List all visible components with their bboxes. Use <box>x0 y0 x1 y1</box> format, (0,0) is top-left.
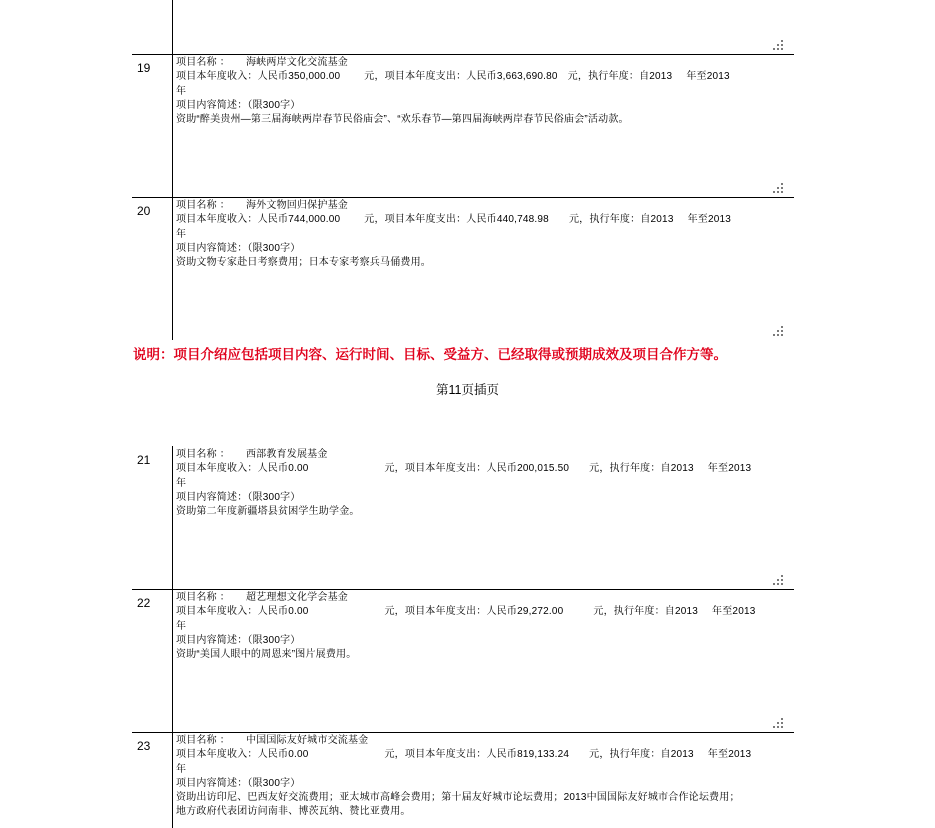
content-label: 项目内容简述：（限300字） <box>176 99 301 111</box>
resize-grip-icon[interactable] <box>773 326 784 336</box>
project-description: 资助出访印尼、巴西友好交流费用；亚太城市高峰会费用；第十届友好城市论坛费用；2013中国国际友好城市合作论坛费用； <box>176 792 740 804</box>
name-label: 项目名称 ： <box>176 449 230 460</box>
row-divider <box>132 732 794 733</box>
expense-label: 项目本年度支出：人民币 <box>404 463 518 475</box>
income-value: 744,000.00 <box>288 214 341 226</box>
year-end-label: 年 <box>176 228 187 240</box>
expense-value: 819,133.24 <box>517 749 570 761</box>
name-label: 项目名称 ： <box>176 200 230 211</box>
expense-value: 29,272.00 <box>517 606 564 618</box>
year-label: 元，执行年度：自2013 <box>593 606 699 618</box>
content-label: 项目内容简述：（限300字） <box>176 491 301 503</box>
project-name: 海外文物回归保护基金 <box>245 200 348 211</box>
row-divider <box>132 197 794 198</box>
income-label: 项目本年度收入：人民币 <box>176 749 289 761</box>
year-end-label: 年 <box>176 763 187 775</box>
project-description: 资助文物专家赴日考察费用；日本专家考察兵马俑费用。 <box>176 257 431 269</box>
income-label: 项目本年度收入：人民币 <box>176 214 289 226</box>
yuan-label: 元， <box>384 463 405 475</box>
project-description: 资助第二年度新疆塔县贫困学生助学金。 <box>176 506 360 518</box>
content-label: 项目内容简述：（限300字） <box>176 634 301 646</box>
project-number: 22 <box>137 596 151 610</box>
resize-grip-icon[interactable] <box>773 575 784 585</box>
yuan-label: 元， <box>364 71 385 83</box>
resize-grip-icon[interactable] <box>773 183 784 193</box>
income-value: 0.00 <box>288 463 309 475</box>
project-name: 中国国际友好城市交流基金 <box>245 735 369 746</box>
content-label: 项目内容简述：（限300字） <box>176 242 301 254</box>
income-value: 0.00 <box>288 606 309 618</box>
yuan-label: 元， <box>384 606 405 618</box>
row-divider <box>132 54 794 55</box>
project-name: 西部教育发展基金 <box>245 449 328 460</box>
year-end-label: 年 <box>176 620 187 632</box>
name-label: 项目名称 ： <box>176 57 230 68</box>
year-label: 元，执行年度：自2013 <box>589 749 694 761</box>
project-name: 超艺理想文化学会基金 <box>245 592 348 603</box>
explanation-note: 说明：项目介绍应包括项目内容、运行时间、目标、受益方、已经取得或预期成效及项目合作方等。 <box>133 347 727 362</box>
column-divider <box>172 446 173 828</box>
yuan-label: 元， <box>364 214 385 226</box>
year-end-label: 年 <box>176 477 187 489</box>
project-description: 资助“美国人眼中的周恩来”图片展费用。 <box>176 649 357 661</box>
income-value: 0.00 <box>288 749 309 761</box>
year-label: 元，执行年度：自2013 <box>568 214 674 226</box>
resize-grip-icon[interactable] <box>773 40 784 50</box>
year-label: 元，执行年度：自2013 <box>589 463 694 475</box>
income-label: 项目本年度收入：人民币 <box>176 606 289 618</box>
expense-label: 项目本年度支出：人民币 <box>404 606 518 618</box>
project-description: 地方政府代表团访问南非、博茨瓦纳、赞比亚费用。 <box>176 806 411 818</box>
project-name: 海峡两岸文化交流基金 <box>245 57 348 68</box>
resize-grip-icon[interactable] <box>773 718 784 728</box>
project-description: 资助“醉美贵州—第三届海峡两岸春节民俗庙会”、“欢乐春节—第四届海峡两岸春节民俗庙会”活动款。 <box>176 114 629 126</box>
year-to-label: 年至2013 <box>707 749 752 761</box>
expense-value: 3,663,690.80 <box>496 71 558 83</box>
income-label: 项目本年度收入：人民币 <box>176 71 289 83</box>
name-label: 项目名称 ： <box>176 592 230 603</box>
project-number: 20 <box>137 204 151 218</box>
year-to-label: 年至2013 <box>707 463 752 475</box>
project-number: 23 <box>137 739 151 753</box>
expense-value: 200,015.50 <box>517 463 570 475</box>
expense-label: 项目本年度支出：人民币 <box>384 71 497 83</box>
yuan-label: 元， <box>384 749 405 761</box>
year-to-label: 年至2013 <box>712 606 756 618</box>
column-divider <box>172 0 173 340</box>
expense-label: 项目本年度支出：人民币 <box>404 749 518 761</box>
income-label: 项目本年度收入：人民币 <box>176 463 289 475</box>
page-insert-label: 第11页插页 <box>436 383 499 397</box>
project-number: 21 <box>137 453 151 467</box>
expense-label: 项目本年度支出：人民币 <box>384 214 497 226</box>
year-label: 元，执行年度：自2013 <box>567 71 673 83</box>
name-label: 项目名称 ： <box>176 735 230 746</box>
row-divider <box>132 589 794 590</box>
project-entry <box>176 448 788 519</box>
year-end-label: 年 <box>176 85 187 97</box>
year-to-label: 年至2013 <box>686 71 730 83</box>
year-to-label: 年至2013 <box>687 214 732 226</box>
project-entry <box>176 199 788 270</box>
expense-value: 440,748.98 <box>496 214 549 226</box>
project-number: 19 <box>137 61 151 75</box>
project-entry <box>176 56 788 127</box>
income-value: 350,000.00 <box>288 71 341 83</box>
project-entry <box>176 591 788 662</box>
project-entry <box>176 734 788 820</box>
content-label: 项目内容简述：（限300字） <box>176 777 301 789</box>
